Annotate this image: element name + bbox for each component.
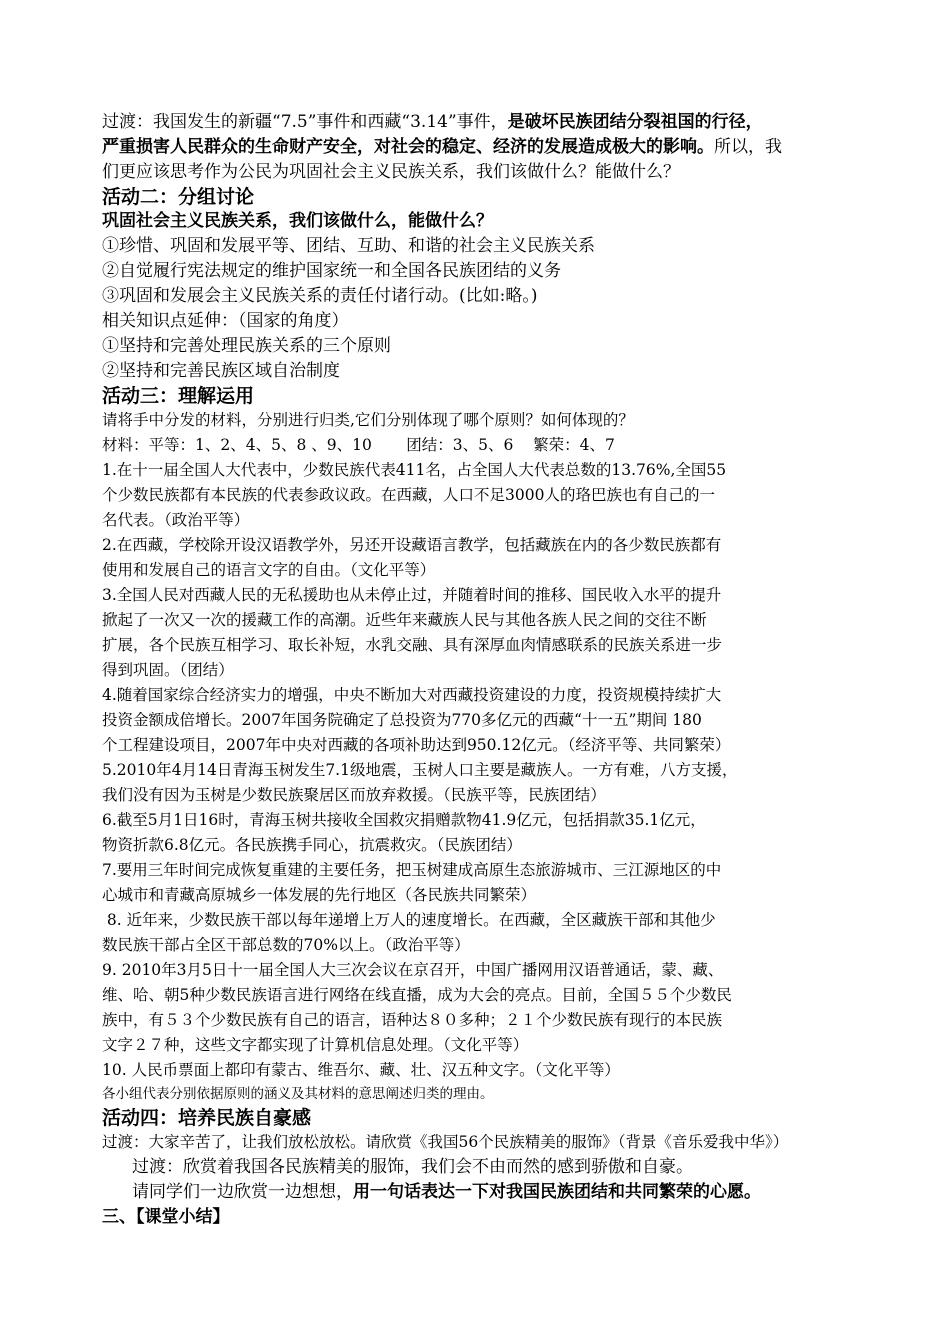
activity-4-emphasis: 用一句话表达一下对我国民族团结和共同繁荣的心愿。 (353, 1182, 761, 1202)
extension-item: ①坚持和完善处理民族关系的三个原则 (102, 336, 391, 356)
extension-item: ②坚持和完善民族区域自治制度 (102, 361, 340, 381)
activity-2-heading: 活动二：分组讨论 (102, 186, 255, 208)
activity-4-heading: 活动四：培养民族自豪感 (102, 1107, 312, 1129)
material-line: 文字２７种，这些文字都实现了计算机信息处理。（文化平等） (102, 1036, 529, 1054)
material-line: 数民族干部占全区干部总数的70%以上。（政治平等） (102, 936, 470, 954)
activity-2-item: ②自觉履行宪法规定的维护国家统一和全国各民族团结的义务 (102, 261, 561, 281)
material-line: 9. 2010年3月5日十一届全国人大三次会议在京召开，中国广播网用汉语普通话，蒙、藏、 (102, 961, 724, 979)
material-line: 族中，有５３个少数民族有自己的语言，语种达８０多种；２１个少数民族有现行的本民族 (102, 1011, 723, 1029)
material-line: 材料：平等：1、2、4、5、8 、9、10 团结：3、5、6 繁荣：4、7 (102, 436, 615, 454)
activity-2-item: ③巩固和发展会主义民族关系的责任付诸行动。(比如:略。) (102, 286, 538, 306)
activity-2-question: 巩固社会主义民族关系，我们该做什么，能做什么？ (102, 211, 493, 231)
transition-text: 所以，我 (714, 137, 782, 157)
material-line: 7.要用三年时间完成恢复重建的主要任务，把玉树建成高原生态旅游城市、三江源地区的中 (102, 861, 722, 879)
material-line: 1.在十一届全国人大代表中，少数民族代表411名，占全国人大代表总数的13.76%,全国55 (102, 461, 727, 479)
transition-line-1 (102, 110, 862, 135)
activity-3-heading: 活动三：理解运用 (102, 385, 255, 407)
material-line: 5.2010年4月14日青海玉树发生7.1级地震，玉树人口主要是藏族人。一方有难，八方支援， (102, 761, 738, 779)
material-line: 名代表。（政治平等） (102, 511, 250, 529)
activity-4-text: 请同学们一边欣赏一边想想， (132, 1182, 353, 1202)
material-line: 得到巩固。（团结） (102, 661, 234, 679)
material-line: 3.全国人民对西藏人民的无私援助也从未停止过，并随着时间的推移、国民收入水平的提升 (102, 586, 722, 604)
transition-text: 过渡：我国发生的新疆“7.5”事件和西藏“3.14”事件， (102, 112, 508, 132)
activity-4-transition: 过渡：大家辛苦了，让我们放松放松。请欣赏《我国56个民族精美的服饰》（背景《音乐爱我中华》） (102, 1133, 789, 1151)
material-line: 2.在西藏，学校除开设汉语教学外，另还开设藏语言教学，包括藏族在内的各少数民族都有 (102, 536, 722, 554)
activity-4-line: 过渡：欣赏着我国各民族精美的服饰，我们会不由而然的感到骄傲和自豪。 (132, 1157, 693, 1177)
extension-title: 相关知识点延伸：（国家的角度） (102, 311, 349, 331)
material-line: 4.随着国家综合经济实力的增强，中央不断加大对西藏投资建设的力度，投资规模持续扩大 (102, 686, 722, 704)
material-line: 投资金额成倍增长。2007年国务院确定了总投资为770多亿元的西藏“十一五”期间 180 (102, 711, 702, 729)
material-line: 扩展，各个民族互相学习、取长补短，水乳交融、具有深厚血肉情感联系的民族关系进一步 (102, 636, 723, 654)
material-line: 维、哈、朝5种少数民族语言进行网络在线直播，成为大会的亮点。目前，全国５５个少数民 (102, 986, 732, 1004)
material-line: 个少数民族都有本民族的代表参政议政。在西藏，人口不足3000人的珞巴族也有自己的一 (102, 486, 715, 504)
transition-emphasis: 严重损害人民群众的生命财产安全，对社会的稳定、经济的发展造成极大的影响。 (102, 137, 714, 157)
material-line: 请将手中分发的材料，分别进行归类,它们分别体现了哪个原则？如何体现的？ (102, 411, 634, 429)
section-3-heading: 三、【课堂小结】 (102, 1207, 230, 1227)
material-line: 掀起了一次又一次的援藏工作的高潮。近些年来藏族人民与其他各族人民之间的交往不断 (102, 611, 707, 629)
transition-line-2 (102, 135, 862, 160)
transition-line-3: 们更应该思考作为公民为巩固社会主义民族关系，我们该做什么？能做什么？ (102, 162, 680, 182)
activity-2-item: ①珍惜、巩固和发展平等、团结、互助、和谐的社会主义民族关系 (102, 236, 595, 256)
material-line: 我们没有因为玉树是少数民族聚居区而放弃救援。（民族平等，民族团结） (102, 786, 606, 804)
transition-emphasis: 是破坏民族团结分裂祖国的行径， (507, 112, 763, 132)
material-line: 心城市和青藏高原城乡一体发展的先行地区（各民族共同繁荣） (102, 886, 537, 904)
material-line: 10. 人民币票面上都印有蒙古、维吾尔、藏、壮、汉五种文字。（文化平等） (102, 1061, 620, 1079)
material-line: 使用和发展自己的语言文字的自由。（文化平等） (102, 561, 436, 579)
activity-3-note: 各小组代表分别依据原则的涵义及其材料的意思阐述归类的理由。 (102, 1086, 494, 1102)
activity-4-line (102, 1180, 862, 1205)
document-page (102, 110, 862, 1230)
material-line: 个工程建设项目，2007年中央对西藏的各项补助达到950.12亿元。（经济平等、共同繁荣） (102, 736, 731, 754)
material-line: 6.截至5月1日16时，青海玉树共接收全国救灾捐赠款物41.9亿元，包括捐款35.1亿元， (102, 811, 706, 829)
material-line: 物资折款6.8亿元。各民族携手同心，抗震救灾。（民族团结） (102, 836, 522, 854)
material-line: 8. 近年来，少数民族干部以每年递增上万人的速度增长。在西藏，全区藏族干部和其他少 (102, 911, 716, 929)
